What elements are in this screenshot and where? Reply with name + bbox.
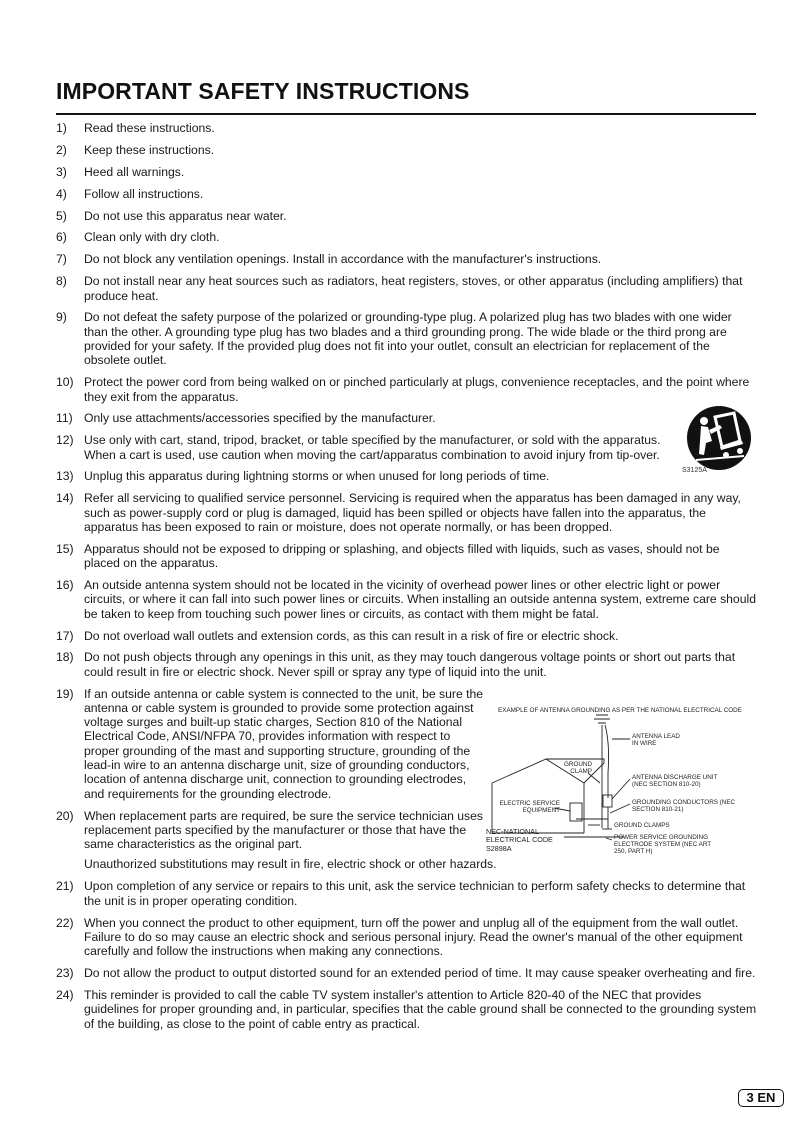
item-number: 11) bbox=[56, 411, 73, 426]
item-text: Do not push objects through any openings in this unit, as they may touch dangerous voltage points or short out parts that could result in fire or electric shock. Never spill or spray any type of liquid into the unit. bbox=[84, 650, 736, 679]
item-text: Refer all servicing to qualified service personnel. Servicing is required when the apparatus has been damaged in any way, such as power-supply cord or plug is damaged, liquid has been spilled or objects have fallen into the apparatus, the apparatus has been exposed to rain or moisture, does not operate normally, or has been dropped. bbox=[84, 491, 741, 534]
page-title: IMPORTANT SAFETY INSTRUCTIONS bbox=[56, 78, 470, 104]
instruction-item bbox=[56, 687, 484, 801]
item-number: 17) bbox=[56, 628, 74, 643]
instruction-item bbox=[56, 121, 758, 135]
instruction-item bbox=[56, 375, 758, 404]
item-number: 4) bbox=[56, 186, 67, 201]
item-text: Do not install near any heat sources such as radiators, heat registers, stoves, or other apparatus (including amplifiers) that produce heat. bbox=[84, 274, 743, 303]
item-text: Only use attachments/accessories specified by the manufacturer. bbox=[84, 411, 436, 426]
instruction-item bbox=[56, 966, 758, 980]
instruction-item bbox=[56, 491, 758, 534]
item-number: 23) bbox=[56, 966, 74, 981]
item-number: 14) bbox=[56, 491, 74, 506]
cart-figure-code: S3125A bbox=[682, 467, 707, 474]
instruction-item bbox=[56, 165, 758, 179]
item-text: Do not overload wall outlets and extension cords, as this can result in a risk of fire or electric shock. bbox=[84, 628, 619, 643]
item-note: Unauthorized substitutions may result in fire, electric shock or other hazards. bbox=[84, 857, 497, 872]
grounding-conductors-label: GROUNDING CONDUCTORS (NEC SECTION 810-21) bbox=[632, 799, 736, 814]
item-text: Protect the power cord from being walked on or pinched particularly at plugs, convenience receptacles, and the point where they exit from the apparatus. bbox=[84, 375, 750, 404]
discharge-unit-label: ANTENNA DISCHARGE UNIT (NEC SECTION 810-20) bbox=[632, 774, 718, 789]
item-text: An outside antenna system should not be located in the vicinity of overhead power lines or other electric light or power circuits, or where it can fall into such power lines or circuits. When installing an outside antenna system, extreme care should be taken to keep from touching such power lines or circuits, as contact with them might be fatal. bbox=[84, 578, 756, 621]
item-number: 2) bbox=[56, 142, 67, 157]
antenna-grounding-diagram bbox=[484, 703, 756, 863]
item-number: 16) bbox=[56, 578, 74, 593]
instruction-item bbox=[56, 274, 758, 303]
item-text: Apparatus should not be exposed to dripping or splashing, and objects filled with liquids, such as vases, should not be placed on the apparatus. bbox=[84, 541, 720, 571]
ground-clamps-label: GROUND CLAMPS bbox=[614, 822, 670, 829]
item-text: Heed all warnings. bbox=[84, 164, 185, 179]
item-number: 3) bbox=[56, 164, 67, 179]
item-text: This reminder is provided to call the cable TV system installer's attention to Article 820-40 of the NEC that provides guidelines for proper grounding and, in particular, specifies that the cable ground shall be connected to the grounding system of the building, as close to the point of cable entry as practical. bbox=[84, 987, 757, 1031]
instruction-item bbox=[56, 252, 758, 266]
item-text: When replacement parts are required, be sure the service technician uses replacement parts specified by the manufacturer or those that have the same characteristics as the original part. bbox=[84, 808, 484, 852]
instruction-item bbox=[56, 230, 758, 244]
electric-service-label: ELECTRIC SERVICE EQUIPMENT bbox=[499, 800, 560, 815]
item-text: If an outside antenna or cable system is connected to the unit, be sure the antenna or cable system is grounded to provide some protection against voltage surges and built-up static charges, Section 810 of the National Electrical Code, ANSI/NFPA 70, provides information with respect to proper grounding of the mast and supporting structure, grounding of the lead-in wire to an antenna discharge unit, size of grounding conductors, location of antenna discharge unit, connection to grounding electrodes, and requirements for the grounding electrode. bbox=[84, 686, 484, 801]
item-number: 18) bbox=[56, 650, 74, 665]
diagram-code: S2898A bbox=[486, 844, 512, 853]
item-number: 19) bbox=[56, 686, 74, 701]
safety-instructions-list bbox=[56, 121, 758, 1038]
instruction-item bbox=[56, 469, 758, 483]
antenna-lead-label: ANTENNA LEAD IN WIRE bbox=[632, 733, 680, 748]
item-text: Do not use this apparatus near water. bbox=[84, 208, 287, 223]
item-number: 9) bbox=[56, 310, 67, 325]
instruction-item bbox=[56, 879, 758, 908]
page-number-badge: 3 EN bbox=[738, 1089, 784, 1107]
item-text: Unplug this apparatus during lightning storms or when unused for long periods of time. bbox=[84, 469, 550, 484]
instruction-item bbox=[56, 433, 669, 462]
nec-code-label: NEC-NATIONAL ELECTRICAL CODE bbox=[486, 827, 553, 845]
title-divider bbox=[56, 113, 756, 115]
item-text: Read these instructions. bbox=[84, 121, 215, 135]
item-number: 20) bbox=[56, 808, 74, 823]
cart-tipover-warning-icon bbox=[682, 403, 754, 477]
instruction-item bbox=[56, 310, 758, 367]
instruction-item bbox=[56, 542, 758, 571]
instruction-item bbox=[56, 411, 758, 425]
item-number: 7) bbox=[56, 252, 67, 267]
item-number: 13) bbox=[56, 469, 74, 484]
power-service-label: POWER SERVICE GROUNDING ELECTRODE SYSTEM (NEC ART 250, PART H) bbox=[614, 834, 712, 856]
instruction-item bbox=[56, 209, 758, 223]
item-text: Do not block any ventilation openings. Install in accordance with the manufacturer's instructions. bbox=[84, 252, 602, 267]
item-number: 5) bbox=[56, 208, 67, 223]
item-number: 15) bbox=[56, 541, 74, 556]
item-text: Do not allow the product to output distorted sound for an extended period of time. It may cause speaker overheating and fire. bbox=[84, 966, 756, 981]
item-number: 10) bbox=[56, 375, 74, 390]
item-text: Keep these instructions. bbox=[84, 142, 215, 157]
item-text: Do not defeat the safety purpose of the polarized or grounding-type plug. A polarized plug has two blades with one wider than the other. A grounding type plug has two blades and a third grounding prong. The wide blade or the third prong are provided for your safety. If the provided plug does not fit into your outlet, consult an electrician for replacement of the obsolete outlet. bbox=[84, 310, 732, 368]
instruction-item bbox=[56, 988, 758, 1031]
item-number: 12) bbox=[56, 433, 74, 448]
item-number: 22) bbox=[56, 915, 74, 930]
instruction-item bbox=[56, 187, 758, 201]
ground-clamp-label: GROUND CLAMP bbox=[564, 761, 592, 776]
instruction-item bbox=[56, 629, 758, 643]
instruction-item bbox=[56, 578, 758, 621]
item-number: 8) bbox=[56, 274, 67, 289]
item-number: 6) bbox=[56, 230, 67, 245]
instruction-item bbox=[56, 143, 758, 157]
item-number: 21) bbox=[56, 879, 74, 894]
item-text: When you connect the product to other equipment, turn off the power and unplug all of the equipment from the wall outlet. Failure to do so may cause an electric shock and serious personal injury. Read the owner's manual of the other equipment carefully and follow the instructions when making any connections. bbox=[84, 915, 743, 959]
diagram-title: EXAMPLE OF ANTENNA GROUNDING AS PER THE NATIONAL ELECTRICAL CODE bbox=[498, 707, 742, 714]
item-text: Follow all instructions. bbox=[84, 186, 204, 201]
item-number: 24) bbox=[56, 987, 74, 1002]
item-text: Upon completion of any service or repairs to this unit, ask the service technician to perform safety checks to determine that the unit is in proper operating condition. bbox=[84, 879, 746, 908]
instruction-item bbox=[56, 650, 758, 679]
item-text: Use only with cart, stand, tripod, bracket, or table specified by the manufacturer, or sold with the apparatus. When a cart is used, use caution when moving the cart/apparatus combination to avoid injury from tip-over. bbox=[84, 433, 661, 462]
item-number: 1) bbox=[56, 121, 67, 135]
item-text: Clean only with dry cloth. bbox=[84, 230, 220, 245]
instruction-item bbox=[56, 916, 758, 959]
